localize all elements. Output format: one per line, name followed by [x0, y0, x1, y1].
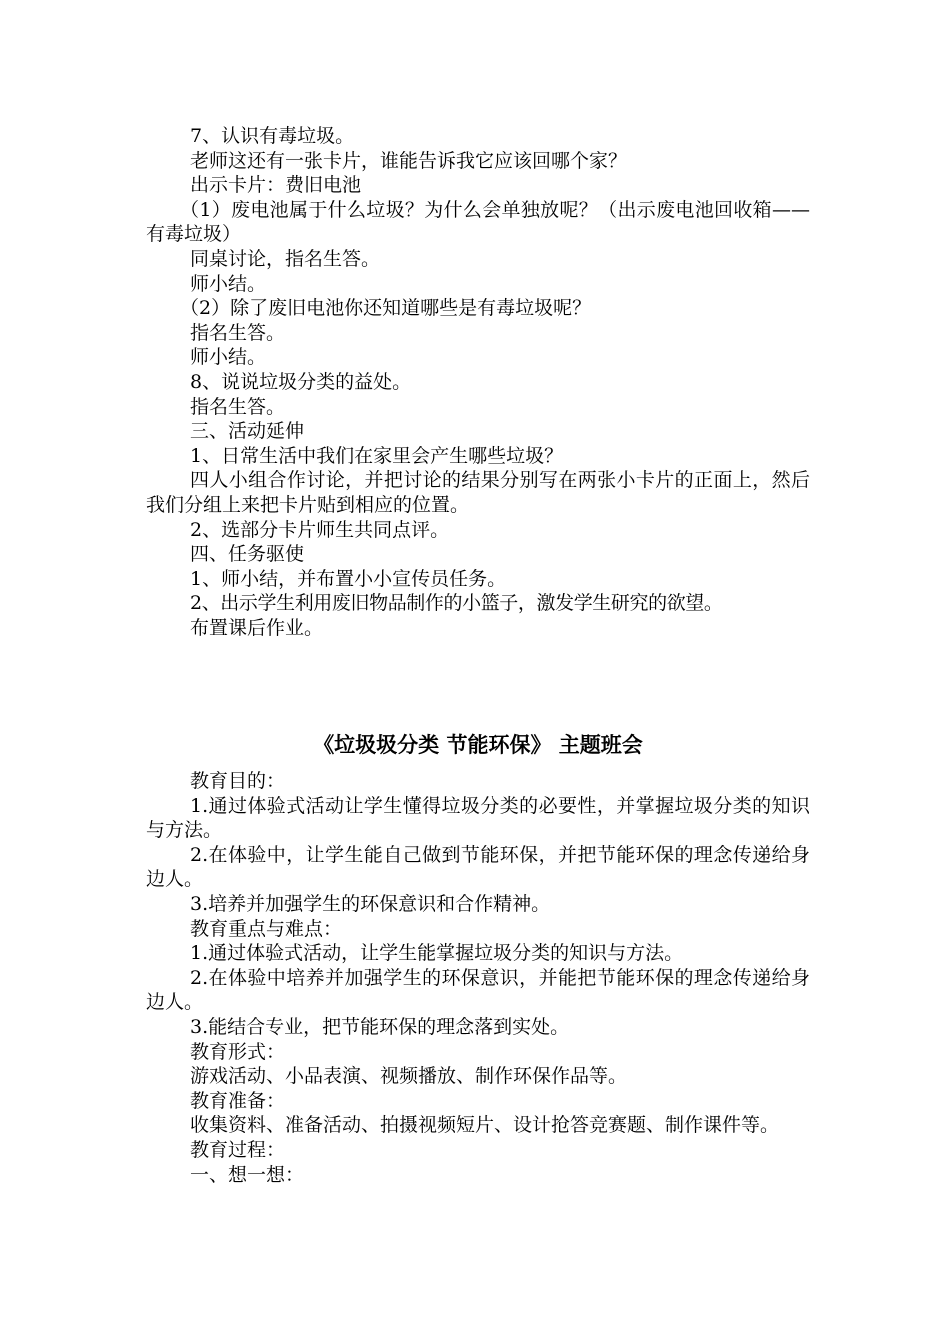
paragraph: 出示卡片：费旧电池 — [190, 174, 362, 197]
lesson-steps-section — [146, 124, 810, 640]
heading: 教育形式： — [190, 1040, 286, 1063]
paragraph: 3.能结合专业，把节能环保的理念落到实处。 — [190, 1015, 570, 1038]
paragraph: 8、说说垃圾分类的益处。 — [190, 370, 412, 393]
paragraph: 1.通过体验式活动让学生懂得垃圾分类的必要性，并掌握垃圾分类的知识与方法。 — [146, 794, 810, 842]
paragraph: 2.在体验中，让学生能自己做到节能环保，并把节能环保的理念传递给身边人。 — [146, 843, 810, 891]
paragraph: （2）除了废旧电池你还知道哪些是有毒垃圾呢？ — [180, 297, 592, 320]
paragraph: 四人小组合作讨论，并把讨论的结果分别写在两张小卡片的正面上，然后我们分组上来把卡片贴到相应的位置。 — [146, 469, 810, 516]
heading: 三、活动延伸 — [190, 420, 305, 443]
paragraph: 2、出示学生利用废旧物品制作的小篮子，激发学生研究的欲望。 — [190, 592, 723, 615]
paragraph: （1）废电池属于什么垃圾？为什么会单独放呢？（出示废电池回收箱——有毒垃圾） — [146, 198, 810, 246]
heading: 教育重点与难点： — [190, 917, 343, 940]
heading: 教育目的： — [190, 770, 286, 792]
paragraph: 老师这还有一张卡片，谁能告诉我它应该回哪个家？ — [190, 149, 628, 172]
paragraph: 1.通过体验式活动，让学生能掌握垃圾分类的知识与方法。 — [190, 942, 684, 965]
paragraph: 1、日常生活中我们在家里会产生哪些垃圾？ — [190, 444, 564, 467]
paragraph: 指名生答。 — [190, 395, 286, 418]
class-meeting-section — [146, 769, 810, 1187]
paragraph: 1、师小结，并布置小小宣传员任务。 — [190, 567, 507, 590]
heading: 四、任务驱使 — [190, 543, 305, 566]
paragraph: 师小结。 — [190, 346, 267, 369]
paragraph: 3.培养并加强学生的环保意识和合作精神。 — [190, 892, 551, 915]
paragraph: 师小结。 — [190, 272, 267, 295]
paragraph: 指名生答。 — [190, 321, 286, 344]
heading: 教育准备： — [190, 1089, 286, 1112]
paragraph: 收集资料、准备活动、拍摄视频短片、设计抢答竞赛题、制作课件等。 — [190, 1114, 780, 1137]
paragraph: 游戏活动、小品表演、视频播放、制作环保作品等。 — [190, 1065, 628, 1088]
paragraph: 7、认识有毒垃圾。 — [190, 125, 355, 147]
document-title: 《垃圾圾分类 节能环保》 主题班会 — [313, 733, 643, 757]
paragraph: 同桌讨论，指名生答。 — [190, 247, 381, 270]
paragraph: 2、选部分卡片师生共同点评。 — [190, 518, 450, 541]
heading: 教育过程： — [190, 1138, 286, 1161]
paragraph: 布置课后作业。 — [190, 616, 324, 639]
paragraph: 2.在体验中培养并加强学生的环保意识，并能把节能环保的理念传递给身边人。 — [146, 966, 810, 1014]
heading: 一、想一想： — [190, 1163, 305, 1186]
